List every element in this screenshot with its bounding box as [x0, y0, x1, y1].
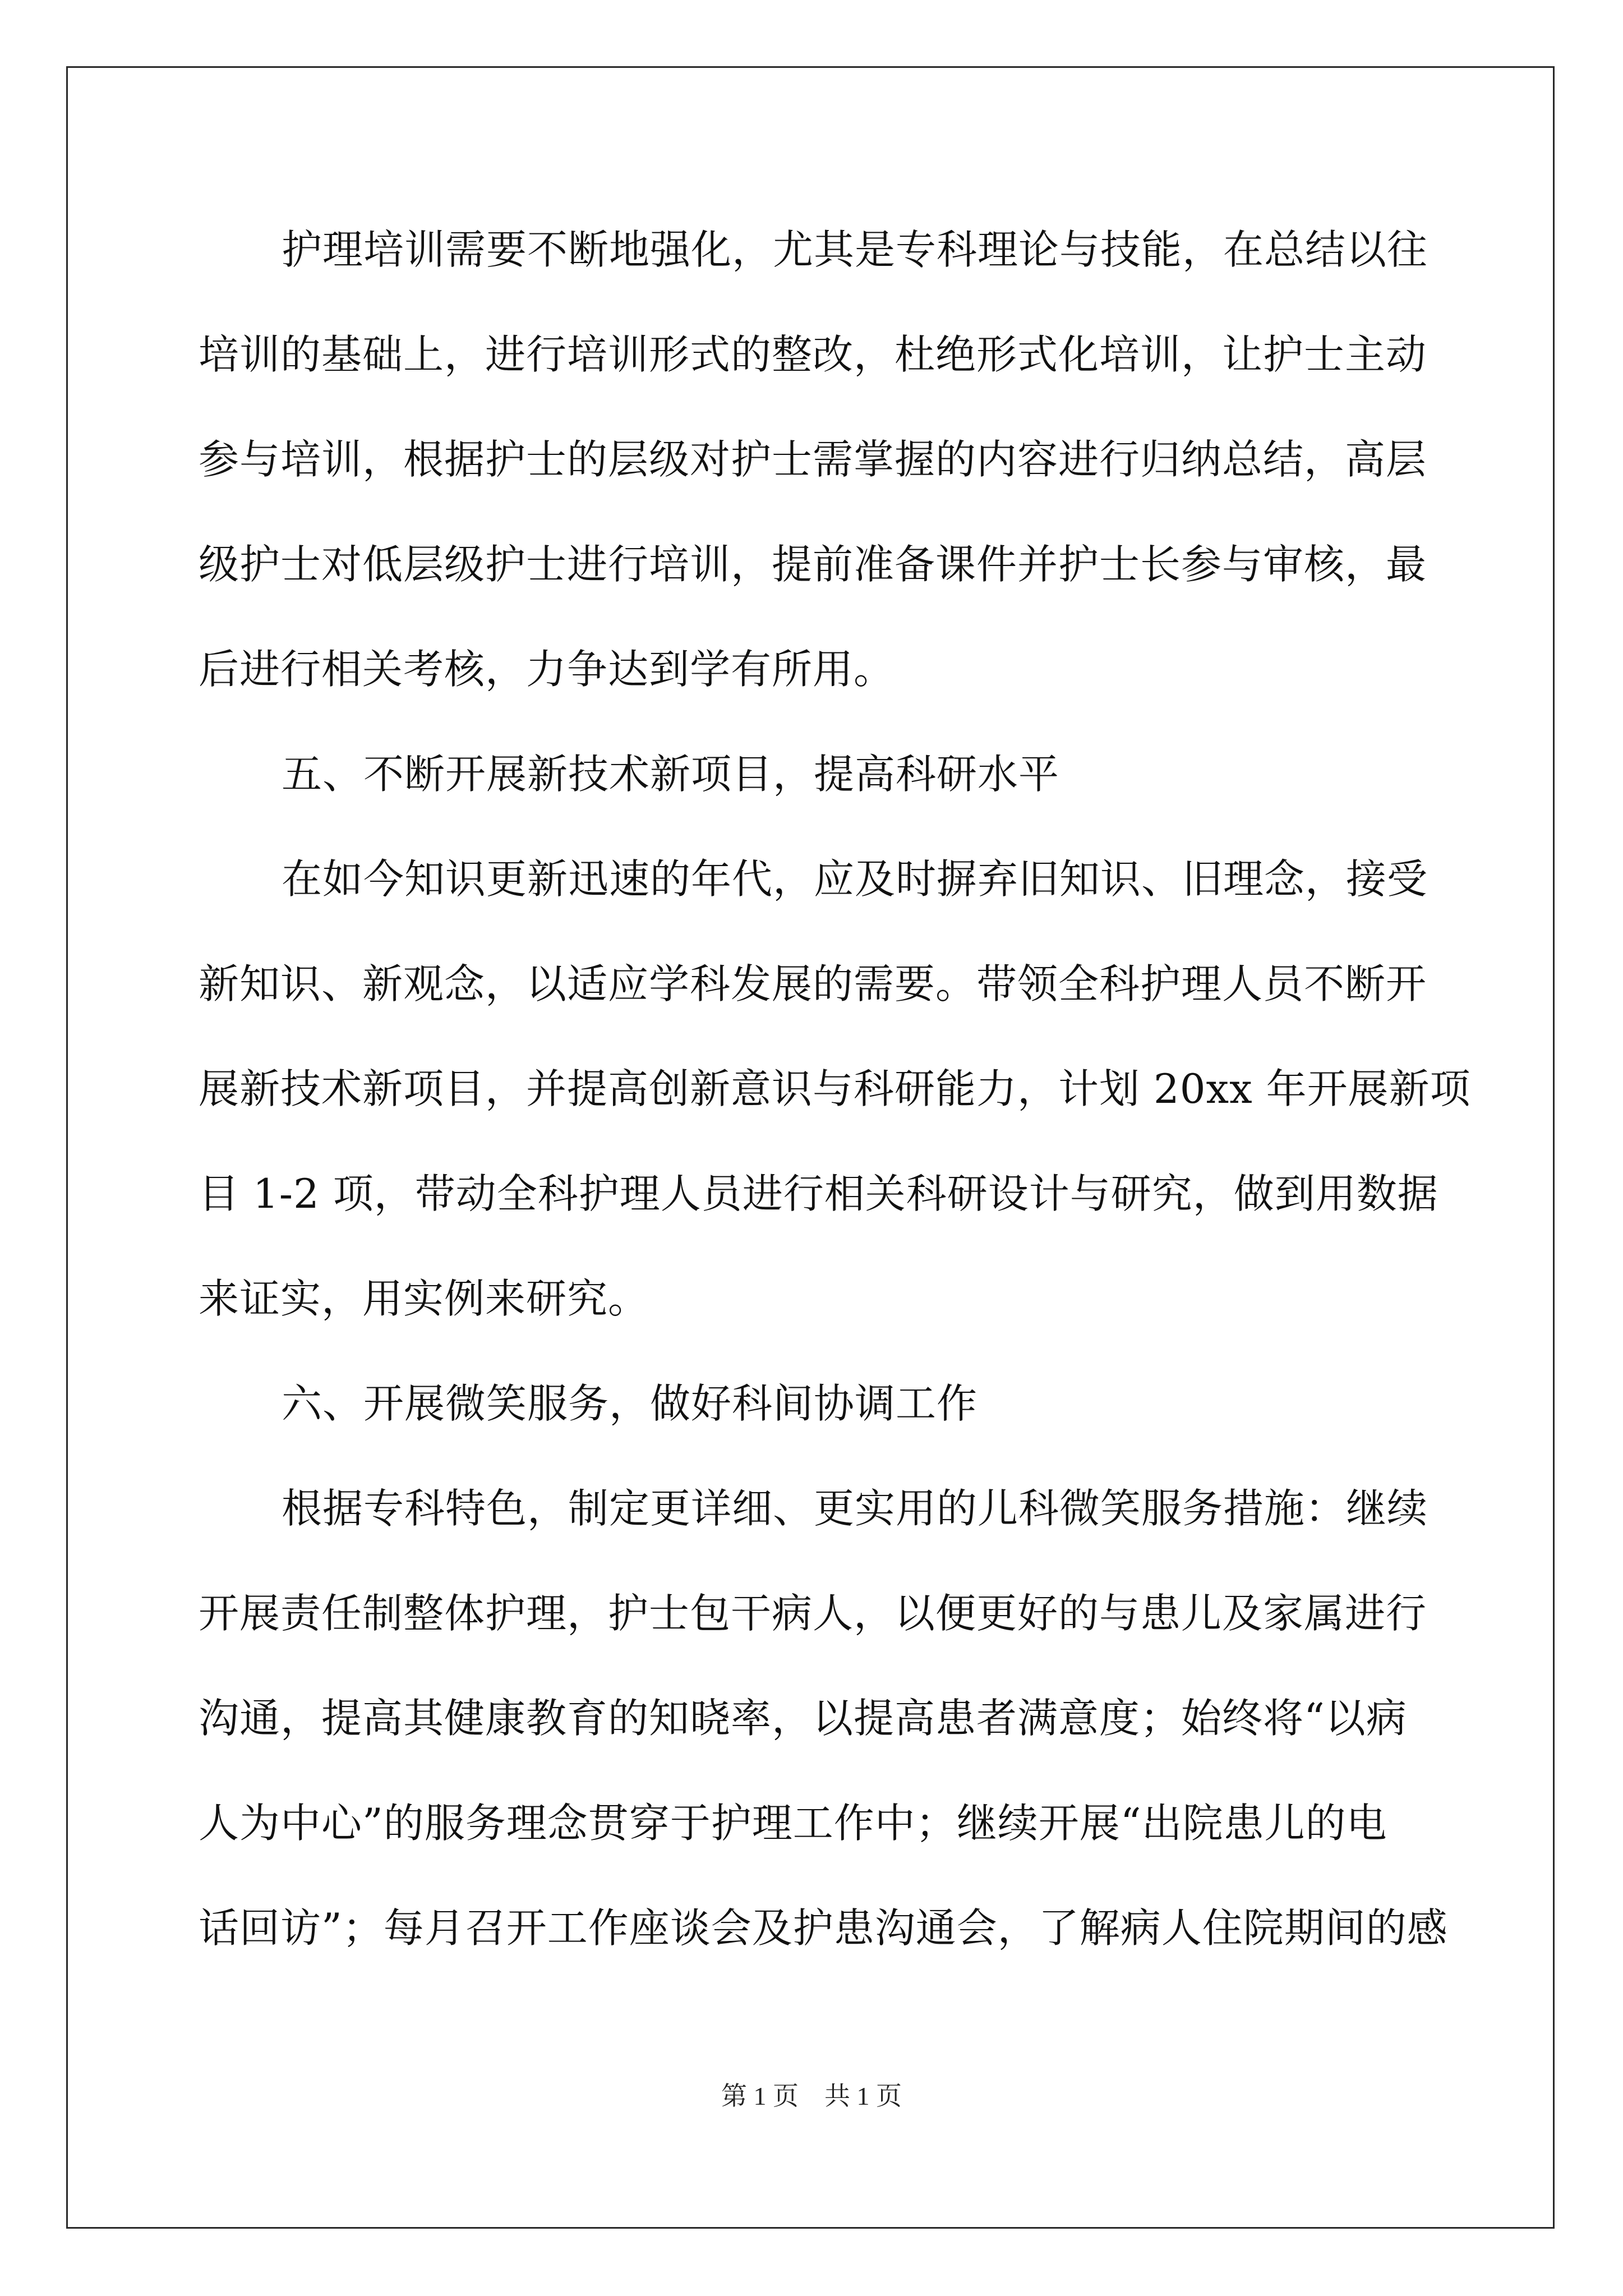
- section-heading: 六、开展微笑服务，做好科间协调工作: [282, 1380, 978, 1427]
- paragraph-line: 来证实，用实例来研究。: [199, 1275, 649, 1322]
- paragraph-line: 级护士对低层级护士进行培训，提前准备课件并护士长参与审核，最: [199, 541, 1427, 588]
- paragraph-line: 人为中心”的服务理念贯穿于护理工作中；继续开展“出院患儿的电: [199, 1800, 1387, 1847]
- paragraph-line: 话回访”；每月召开工作座谈会及护患沟通会，了解病人住院期间的感: [199, 1904, 1448, 1952]
- paragraph-line: 在如今知识更新迅速的年代，应及时摒弃旧知识、旧理念，接受: [282, 855, 1428, 903]
- section-heading: 五、不断开展新技术新项目，提高科研水平: [282, 751, 1060, 798]
- paragraph-line: 参与培训，根据护士的层级对护士需掌握的内容进行归纳总结，高层: [199, 436, 1427, 483]
- page-footer: [0, 2076, 1623, 2113]
- paragraph-line: 新知识、新观念，以适应学科发展的需要。带领全科护理人员不断开: [199, 960, 1427, 1007]
- paragraph-line: 培训的基础上，进行培训形式的整改，杜绝形式化培训，让护士主动: [199, 331, 1427, 378]
- document-body: [199, 213, 1471, 1996]
- paragraph-line: 根据专科特色，制定更详细、更实用的儿科微笑服务措施：继续: [282, 1485, 1428, 1532]
- paragraph-line: 沟通，提高其健康教育的知晓率，以提高患者满意度；始终将“以病: [199, 1695, 1407, 1742]
- paragraph-line: 开展责任制整体护理，护士包干病人，以便更好的与患儿及家属进行: [199, 1590, 1427, 1637]
- paragraph-line: 后进行相关考核，力争达到学有所用。: [199, 646, 895, 693]
- paragraph-line: 目 1-2 项，带动全科护理人员进行相关科研设计与研究，做到用数据: [199, 1170, 1438, 1217]
- paragraph-line: 展新技术新项目，并提高创新意识与科研能力，计划 20xx 年开展新项: [199, 1065, 1471, 1112]
- page-number: 第 1 页: [721, 2082, 799, 2110]
- paragraph-line: 护理培训需要不断地强化，尤其是专科理论与技能，在总结以往: [282, 226, 1428, 273]
- page-total: 共 1 页: [824, 2082, 902, 2110]
